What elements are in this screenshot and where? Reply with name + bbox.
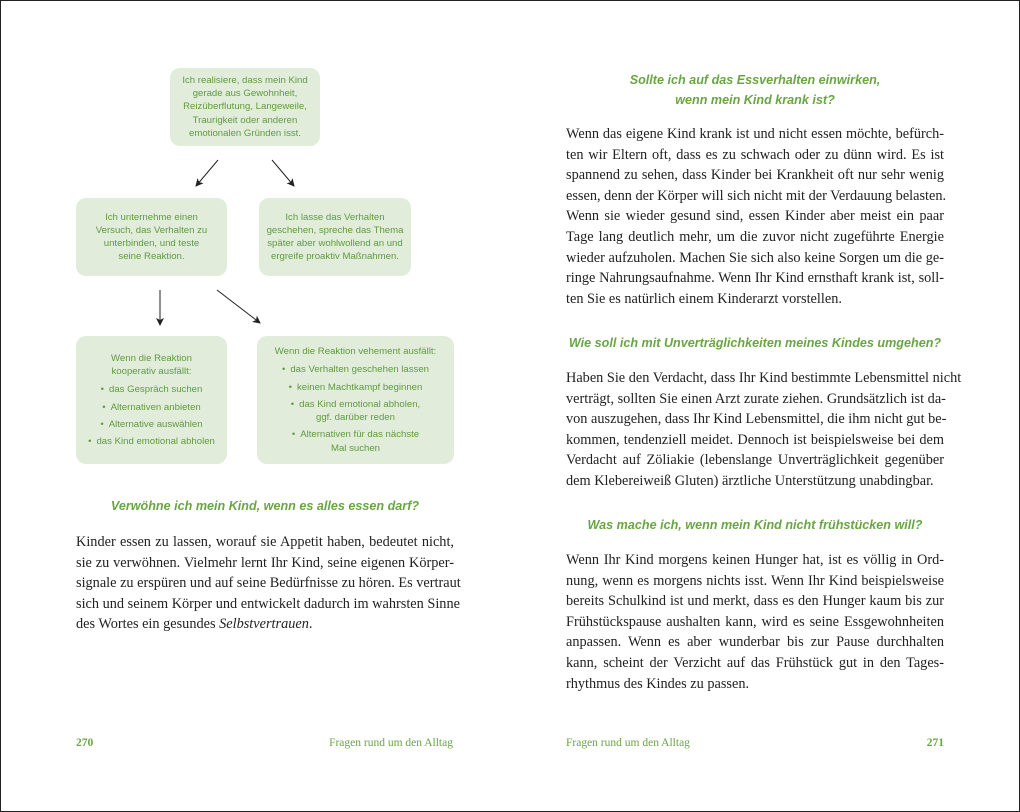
- text-line: nung, wenn es morgens nichts isst. Wenn Ihr Kind beispielsweise: [566, 572, 944, 589]
- flow-text: ergreife proaktiv Maßnahmen.: [271, 251, 399, 263]
- flow-text: das Verhalten geschehen lassen: [290, 364, 430, 376]
- flow-text: Alternativen anbieten: [110, 401, 201, 413]
- text-line: spannend zu sehen, dass Kinder bei Krankheit oft nur sehr wenig: [566, 167, 944, 184]
- text-line: sich und seinem Körper und entwickelt dadurch im wahrsten Sinne: [76, 595, 460, 612]
- text-line: signale zu erspüren und auf seine Bedürfnisse zu hören. Es vertraut: [76, 575, 461, 592]
- text-line: [76, 614, 454, 635]
- paragraph: [566, 368, 962, 492]
- text-line: ten Sie es natürlich einem Kinderarzt vorstellen.: [566, 290, 842, 307]
- flow-text: Wenn die Reaktion vehement ausfällt:: [274, 346, 437, 358]
- section-heading: Wie soll ich mit Unverträglichkeiten meines Kindes umgehen?: [568, 336, 942, 350]
- text-line: anpassen. Wenn es aber wunderbar bis zur Pause durchhalten: [566, 634, 944, 651]
- bullet-icon: •: [88, 435, 92, 447]
- text-line: Wenn sie wieder gesund sind, essen Kinder aber meist ein paar: [566, 208, 944, 225]
- bullet-list: [88, 379, 215, 448]
- flow-text: das Kind emotional abholen: [96, 435, 215, 447]
- text-line: Kinder essen zu lassen, worauf sie Appetit haben, bedeutet nicht,: [76, 534, 454, 550]
- text-line: bereits Schulkind ist und merkt, dass es den Hunger kaum bis zur: [566, 593, 944, 610]
- running-title-right: Fragen rund um den Alltag: [566, 737, 690, 749]
- flow-text: ggf. darüber reden: [316, 412, 395, 424]
- text-line: von auszugehen, dass Ihr Kind Lebensmittel, die ihm nicht gut be-: [566, 411, 947, 428]
- paragraph: [76, 532, 461, 635]
- text-line: dem Klebereiweiß Gluten) ärztliche Unterstützung unabdingbar.: [566, 472, 934, 489]
- text-line: Wenn Ihr Kind morgens keinen Hunger hat, ist es völlig in Ord-: [566, 552, 944, 568]
- flow-text: geschehen, spreche das Thema: [266, 224, 404, 236]
- flow-text: Alternative auswählen: [108, 418, 203, 430]
- flow-box-top: [170, 68, 320, 146]
- list-item: [88, 418, 215, 431]
- list-item: [282, 363, 429, 376]
- text-line: Verdacht auf Zöliakie (lebenslange Unverträglichkeit gegenüber: [566, 452, 944, 469]
- text-run: .: [308, 616, 313, 633]
- text-line: ringe Nahrungsaufnahme. Wenn Ihr Kind ernsthaft krank ist, soll-: [566, 270, 944, 287]
- text-line: ten wir Eltern oft, dass es zu schwach oder zu dünn wird. Es ist: [566, 146, 944, 163]
- flow-text: kooperativ ausfällt:: [111, 366, 192, 378]
- heading-line: Sollte ich auf das Essverhalten einwirken,: [629, 73, 881, 87]
- text-line: Tage lang deutlich mehr, um die zuvor nicht zugeführte Energie: [566, 228, 944, 245]
- bullet-icon: •: [102, 401, 106, 413]
- bullet-icon: •: [288, 381, 292, 393]
- page-number-left: 270: [76, 737, 94, 749]
- text-line: Wenn das eigene Kind krank ist und nicht essen möchte, befürch-: [566, 126, 944, 142]
- heading-line: wenn mein Kind krank ist?: [675, 93, 835, 107]
- list-item: [88, 435, 215, 448]
- text-line: essen, denn der Körper will sich nicht mit der Verdauung belasten.: [566, 187, 947, 204]
- text-line: rhythmus des Kindes zu passen.: [566, 675, 750, 692]
- list-item: [88, 401, 215, 414]
- list-item: [88, 383, 215, 396]
- flow-text: Ich realisiere, dass mein Kind: [182, 74, 308, 86]
- flow-text: Mal suchen: [330, 442, 381, 454]
- flow-box-mid-left: [76, 198, 227, 276]
- flow-text: emotionalen Gründen isst.: [189, 127, 301, 139]
- text-run: des Wortes ein gesundes: [76, 616, 220, 633]
- section-heading: [566, 70, 944, 110]
- bullet-icon: •: [290, 398, 295, 410]
- flow-text: Alternativen für das nächste: [300, 429, 420, 441]
- list-item: [282, 398, 429, 424]
- bullet-list: [282, 359, 429, 454]
- text-line: Frühstückspause aushalten kann, wird es seine Essgewohnheiten: [566, 613, 944, 630]
- flow-box-mid-right: [259, 198, 411, 276]
- flow-text: später aber wohlwollend an und: [267, 238, 403, 249]
- bullet-icon: •: [100, 418, 104, 430]
- flow-text: Wenn die Reaktion: [111, 352, 192, 364]
- flow-text: gerade aus Gewohnheit,: [192, 88, 298, 100]
- list-item: [282, 428, 429, 454]
- text-line: kann, scheint der Verzicht auf das Frühstück gut in den Tages-: [566, 654, 944, 671]
- flow-text: Versuch, das Verhalten zu: [95, 224, 208, 236]
- flow-text: Ich lasse das Verhalten: [285, 211, 385, 223]
- flow-text: unterbinden, und teste: [103, 238, 200, 249]
- bullet-icon: •: [291, 429, 296, 441]
- flow-text: keinen Machtkampf beginnen: [297, 381, 423, 393]
- text-line: sie zu verwöhnen. Vielmehr lernt Ihr Kind, seine eigenen Körper-: [76, 554, 454, 571]
- paragraph: [566, 550, 944, 694]
- flow-text: Ich unternehme einen: [105, 211, 198, 223]
- text-line: Haben Sie den Verdacht, dass Ihr Kind bestimmte Lebensmittel nicht: [566, 370, 962, 386]
- emphasis-text: Selbstvertrauen: [219, 616, 309, 633]
- flow-text: das Gespräch suchen: [109, 384, 203, 396]
- page-number-right: 271: [926, 737, 944, 749]
- bullet-icon: •: [100, 384, 104, 396]
- bullet-icon: •: [281, 364, 286, 376]
- text-line: verträgt, sollten Sie einen Arzt zurate ziehen. Grundsätzlich ist da-: [566, 390, 946, 407]
- list-item: [282, 381, 429, 394]
- flow-text: Reizüberflutung, Langeweile,: [183, 101, 307, 113]
- section-heading: Verwöhne ich mein Kind, wenn es alles essen darf?: [110, 499, 420, 513]
- flow-text: seine Reaktion.: [118, 251, 185, 263]
- paragraph: [566, 124, 947, 309]
- running-title-left: Fragen rund um den Alltag: [329, 737, 453, 749]
- text-line: wieder aufzuholen. Machen Sie sich also keine Sorgen um die ge-: [566, 249, 944, 266]
- section-heading: Was mache ich, wenn mein Kind nicht frühstücken will?: [587, 518, 923, 532]
- flow-box-bottom-right: [257, 336, 454, 464]
- flow-text: das Kind emotional abholen,: [299, 398, 421, 410]
- text-line: kommen, tendenziell meidet. Dennoch ist beispielsweise bei dem: [566, 431, 944, 448]
- flow-text: Traurigkeit oder anderen: [192, 114, 298, 126]
- flow-box-bottom-left: [76, 336, 227, 464]
